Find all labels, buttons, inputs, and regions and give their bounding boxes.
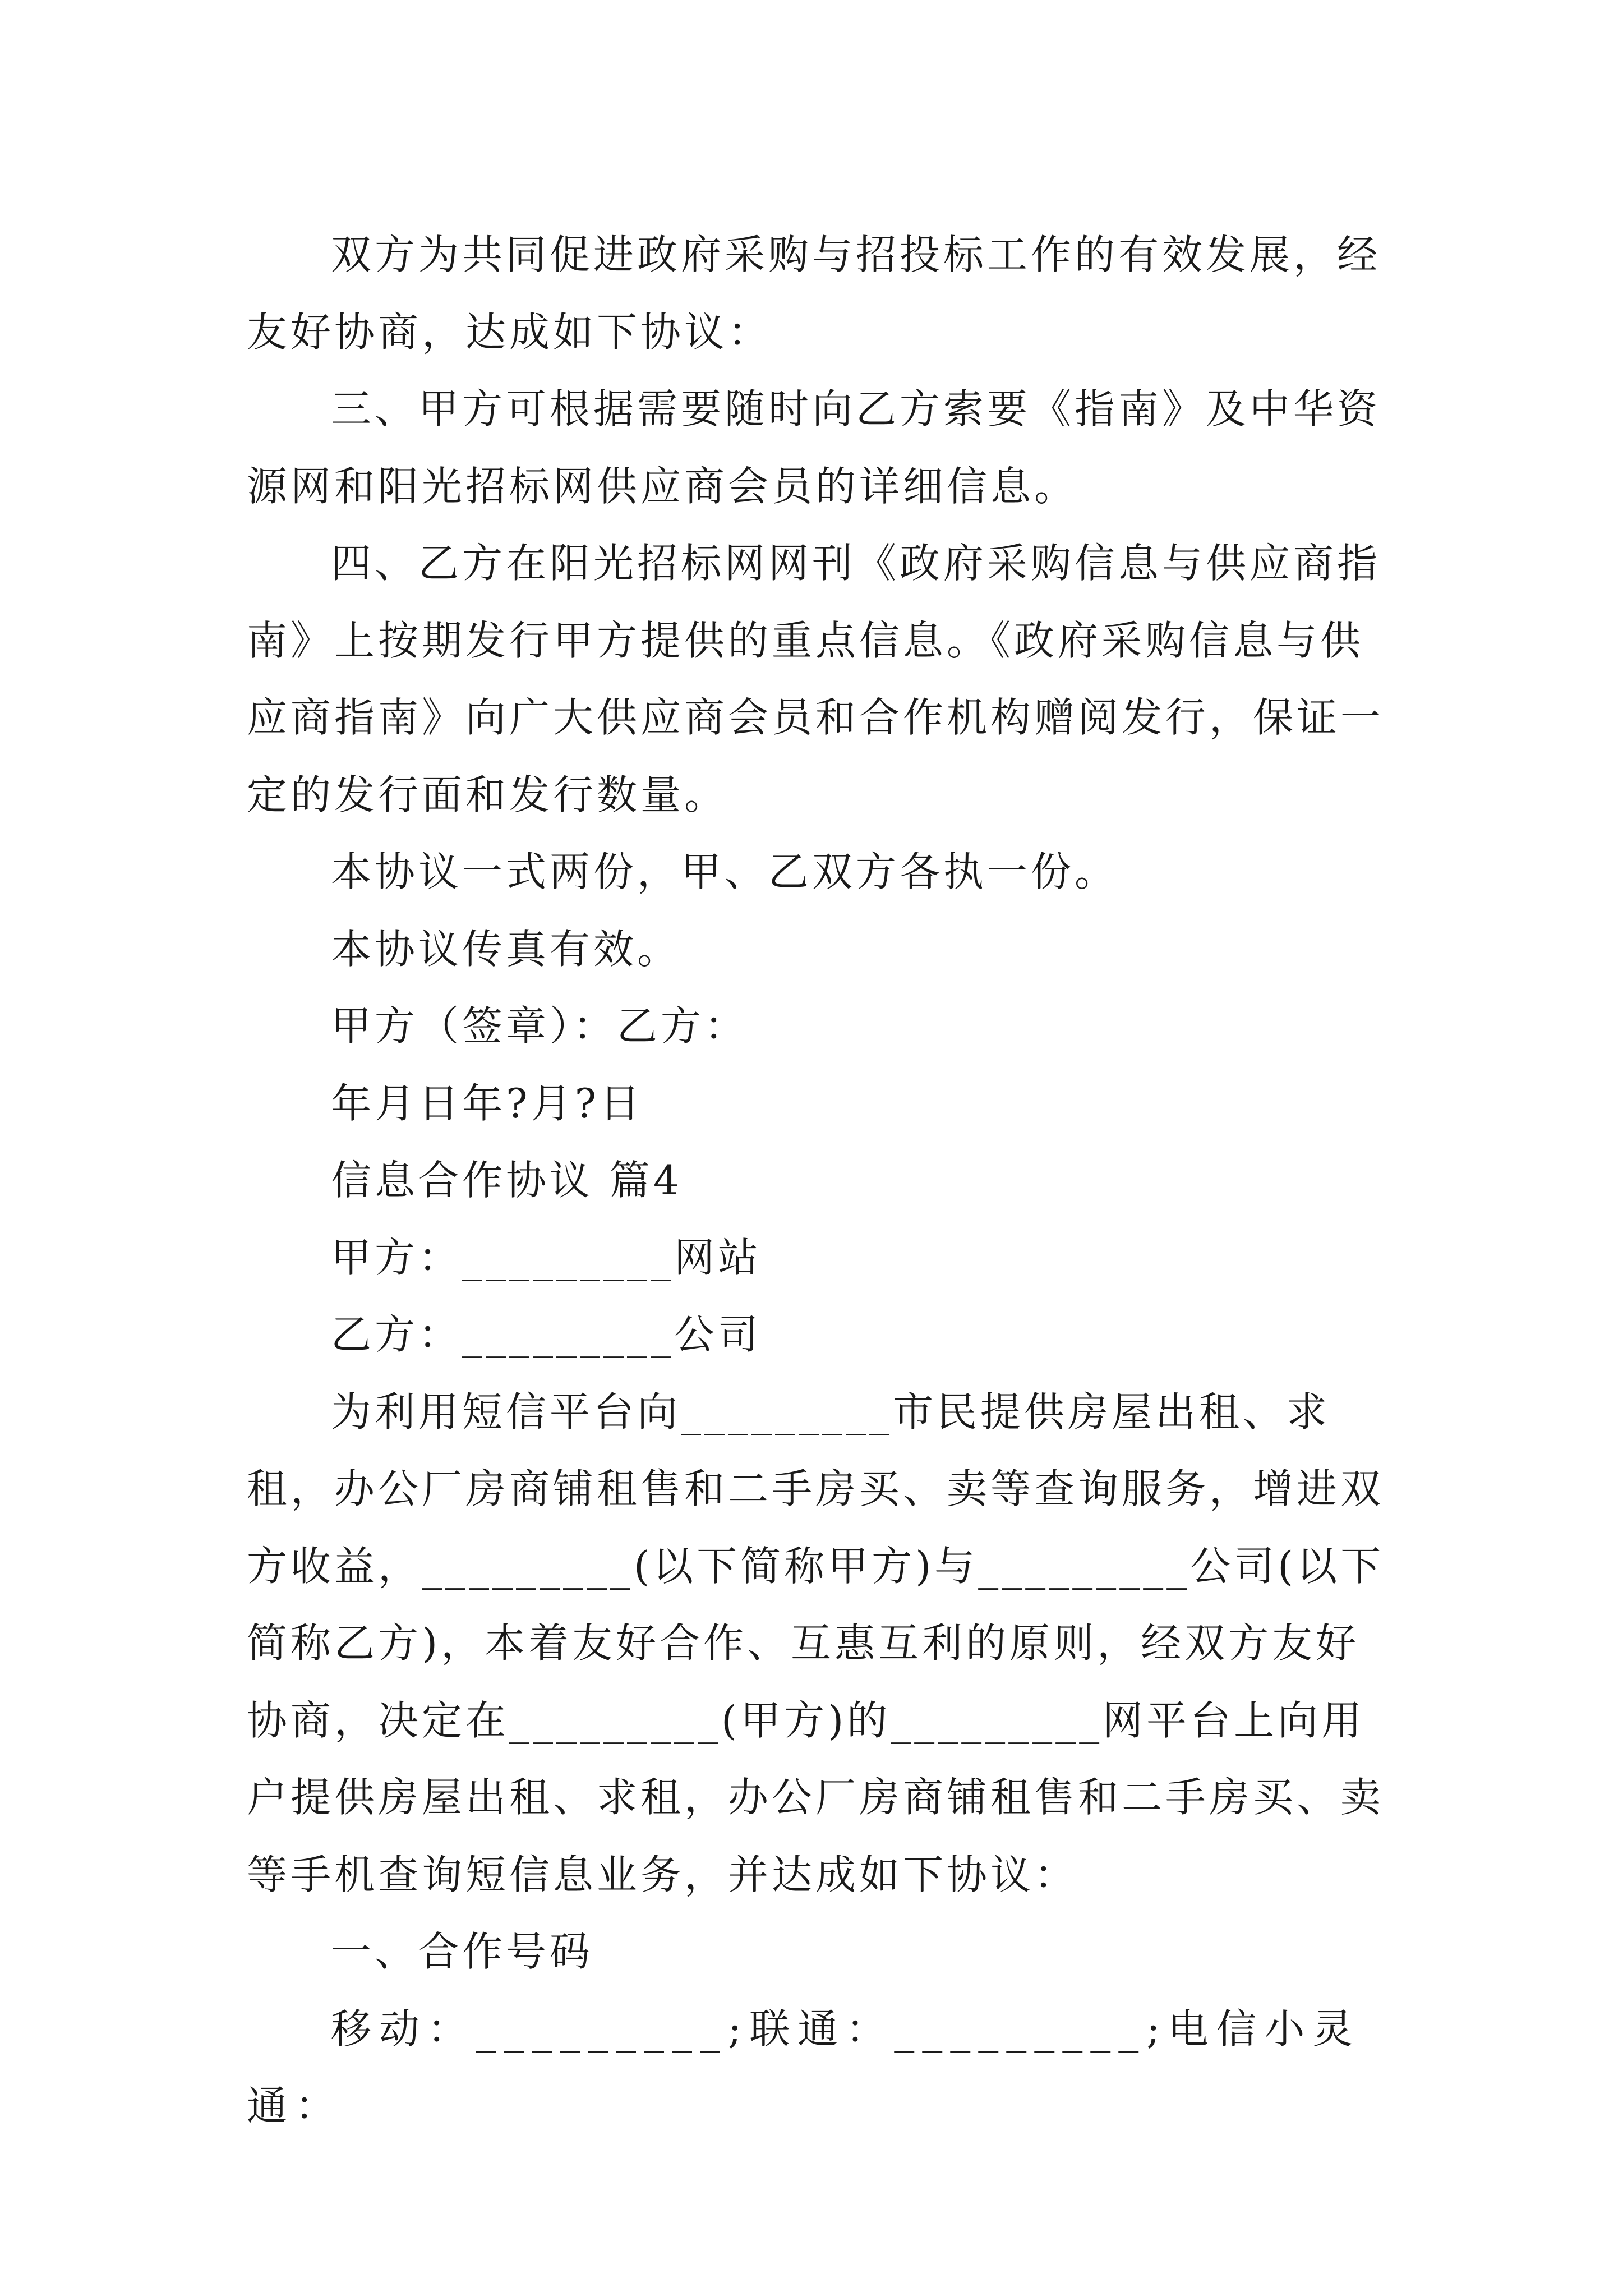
party-b-line: 乙方：_________公司 (331, 1311, 762, 1358)
paragraph-purpose: 为利用短信平台向_________市民提供房屋出租、求租，办公厂房商铺租售和二手房买、卖等查询服务，增进双方收益，_________(以下简称甲方)与_________公司(以下简称乙方)，本着友好合作、互惠互利的原则，经双方友好协商，决定在_________(甲方)的_________网平台上向用户提供房屋出租、求租，办公厂房商铺租售和二手房买、卖等手机查询短信息业务，并达成如下协议： (247, 1388, 1385, 1898)
paragraph-copies: 本协议一式两份，甲、乙双方各执一份。 (331, 848, 1119, 895)
paragraph-fax-valid: 本协议传真有效。 (331, 925, 681, 973)
section-title: 信息合作协议 篇4 (331, 1157, 683, 1204)
paragraph-clause-4: 四、乙方在阳光招标网网刊《政府采购信息与供应商指南》上按期发行甲方提供的重点信息。《政府采购信息与供应商指南》向广大供应商会员和合作机构赠阅发行，保证一定的发行面和发行数量。 (247, 540, 1385, 818)
paragraph-intro: 双方为共同促进政府采购与招投标工作的有效发展，经友好协商，达成如下协议： (247, 231, 1381, 356)
phone-numbers-line: 移动：_________;联通：_________;电信小灵通： (247, 2005, 1361, 2129)
paragraph-date: 年月日年?月?日 (331, 1079, 644, 1127)
party-a-line: 甲方：_________网站 (331, 1234, 762, 1281)
paragraph-clause-3: 三、甲方可根据需要随时向乙方索要《指南》及中华资源网和阳光招标网供应商会员的详细信息。 (247, 385, 1381, 510)
heading-cooperation-numbers: 一、合作号码 (331, 1928, 594, 1975)
paragraph-signature: 甲方（签章）：乙方： (331, 1002, 749, 1050)
document-body (247, 217, 1391, 2145)
